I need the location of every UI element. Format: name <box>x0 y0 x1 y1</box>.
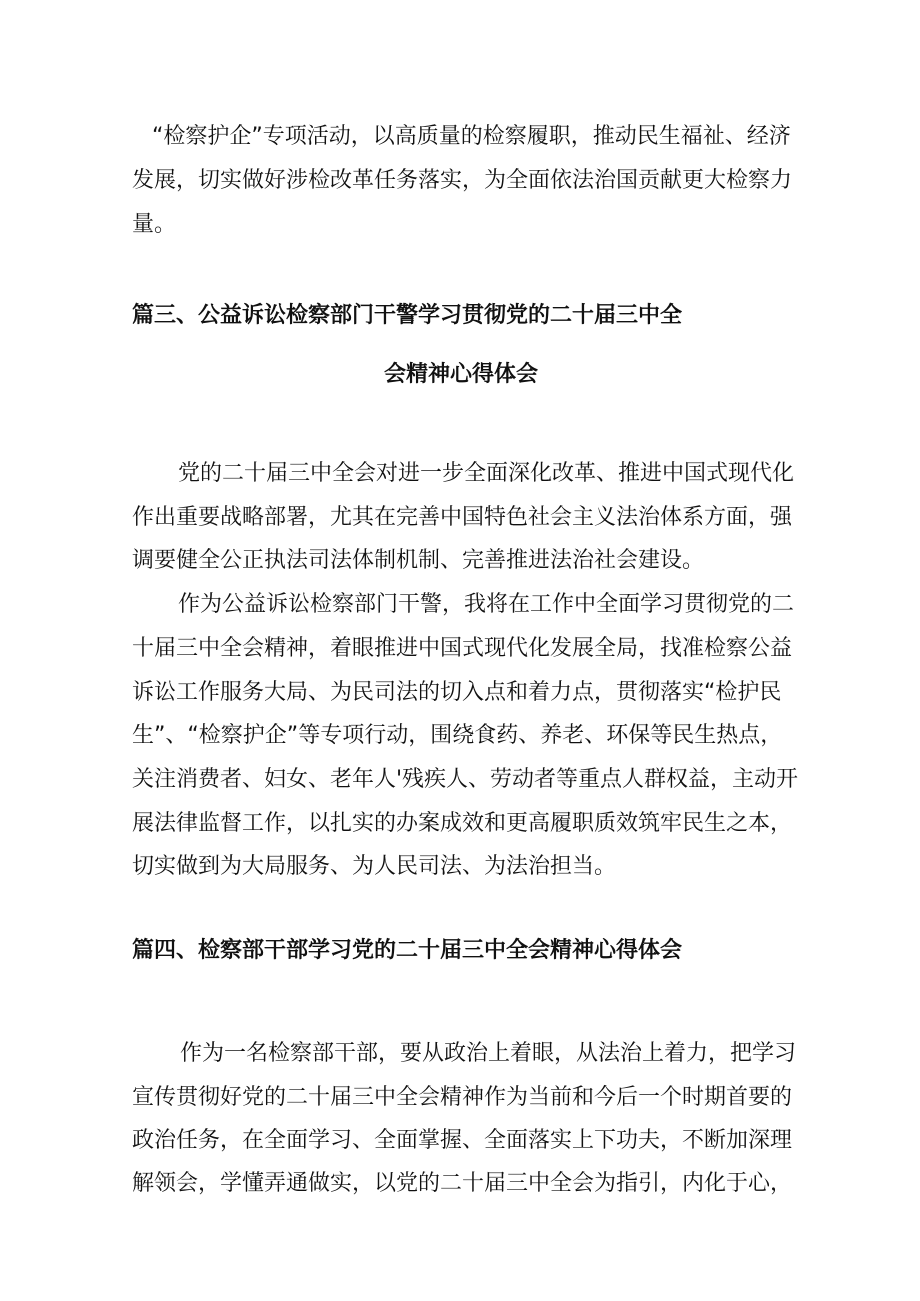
section3-title-line-1: 篇三、公益诉讼检察部门干警学习贯彻党的二十届三中全 <box>132 303 683 328</box>
section3-para2-line-7: 切实做到为大局服务、为人民司法、为法治担当。 <box>132 854 617 879</box>
intro-line-3: 量。 <box>132 212 177 237</box>
section3-para1-line-3: 调要健全公正执法司法体制机制、完善推进法治社会建设。 <box>132 548 705 573</box>
section3-para2-line-5: 关注消费者、妇女、老年人'残疾人、劳动者等重点人群权益，主动开 <box>132 767 799 792</box>
section3-para2-line-6: 展法律监督工作，以扎实的办案成效和更高履职质效筑牢民生之本， <box>132 811 793 836</box>
section3-title-line-2: 会精神心得体会 <box>384 362 539 387</box>
intro-line-2: 发展，切实做好涉检改革任务落实，为全面依法治国贡献更大检察力 <box>132 168 793 193</box>
section3-para1-line-1: 党的二十届三中全会对进一步全面深化改革、推进中国式现代化 <box>178 461 795 486</box>
section3-para2-line-4: 生”、“检察护企”等专项行动，围绕食药、养老、环保等民生热点， <box>132 723 783 748</box>
section3-para1-line-2: 作出重要战略部署，尤其在完善中国特色社会主义法治体系方面，强 <box>132 505 793 530</box>
section4-para1-line-3: 政治任务，在全面学习、全面掌握、全面落实上下功夫，不断加深理 <box>132 1128 793 1153</box>
section3-para2-line-1: 作为公益诉讼检察部门干警，我将在工作中全面学习贯彻党的二 <box>178 592 795 617</box>
section4-title: 篇四、检察部干部学习党的二十届三中全会精神心得体会 <box>132 938 683 963</box>
intro-line-1: “检察护企”专项活动，以高质量的检察履职，推动民生福祉、经济 <box>152 124 791 149</box>
section4-para1-line-1: 作为一名检察部干部，要从政治上着眼，从法治上着力，把学习 <box>180 1041 797 1066</box>
section4-para1-line-4: 解领会，学懂弄通做实，以党的二十届三中全会为指引，内化于心， <box>132 1171 793 1196</box>
section3-para2-line-3: 诉讼工作服务大局、为民司法的切入点和着力点，贯彻落实“检护民 <box>132 680 782 705</box>
section4-para1-line-2: 宣传贯彻好党的二十届三中全会精神作为当前和今后一个时期首要的 <box>132 1085 793 1110</box>
section3-para2-line-2: 十届三中全会精神，着眼推进中国式现代化发展全局，找准检察公益 <box>132 636 793 661</box>
